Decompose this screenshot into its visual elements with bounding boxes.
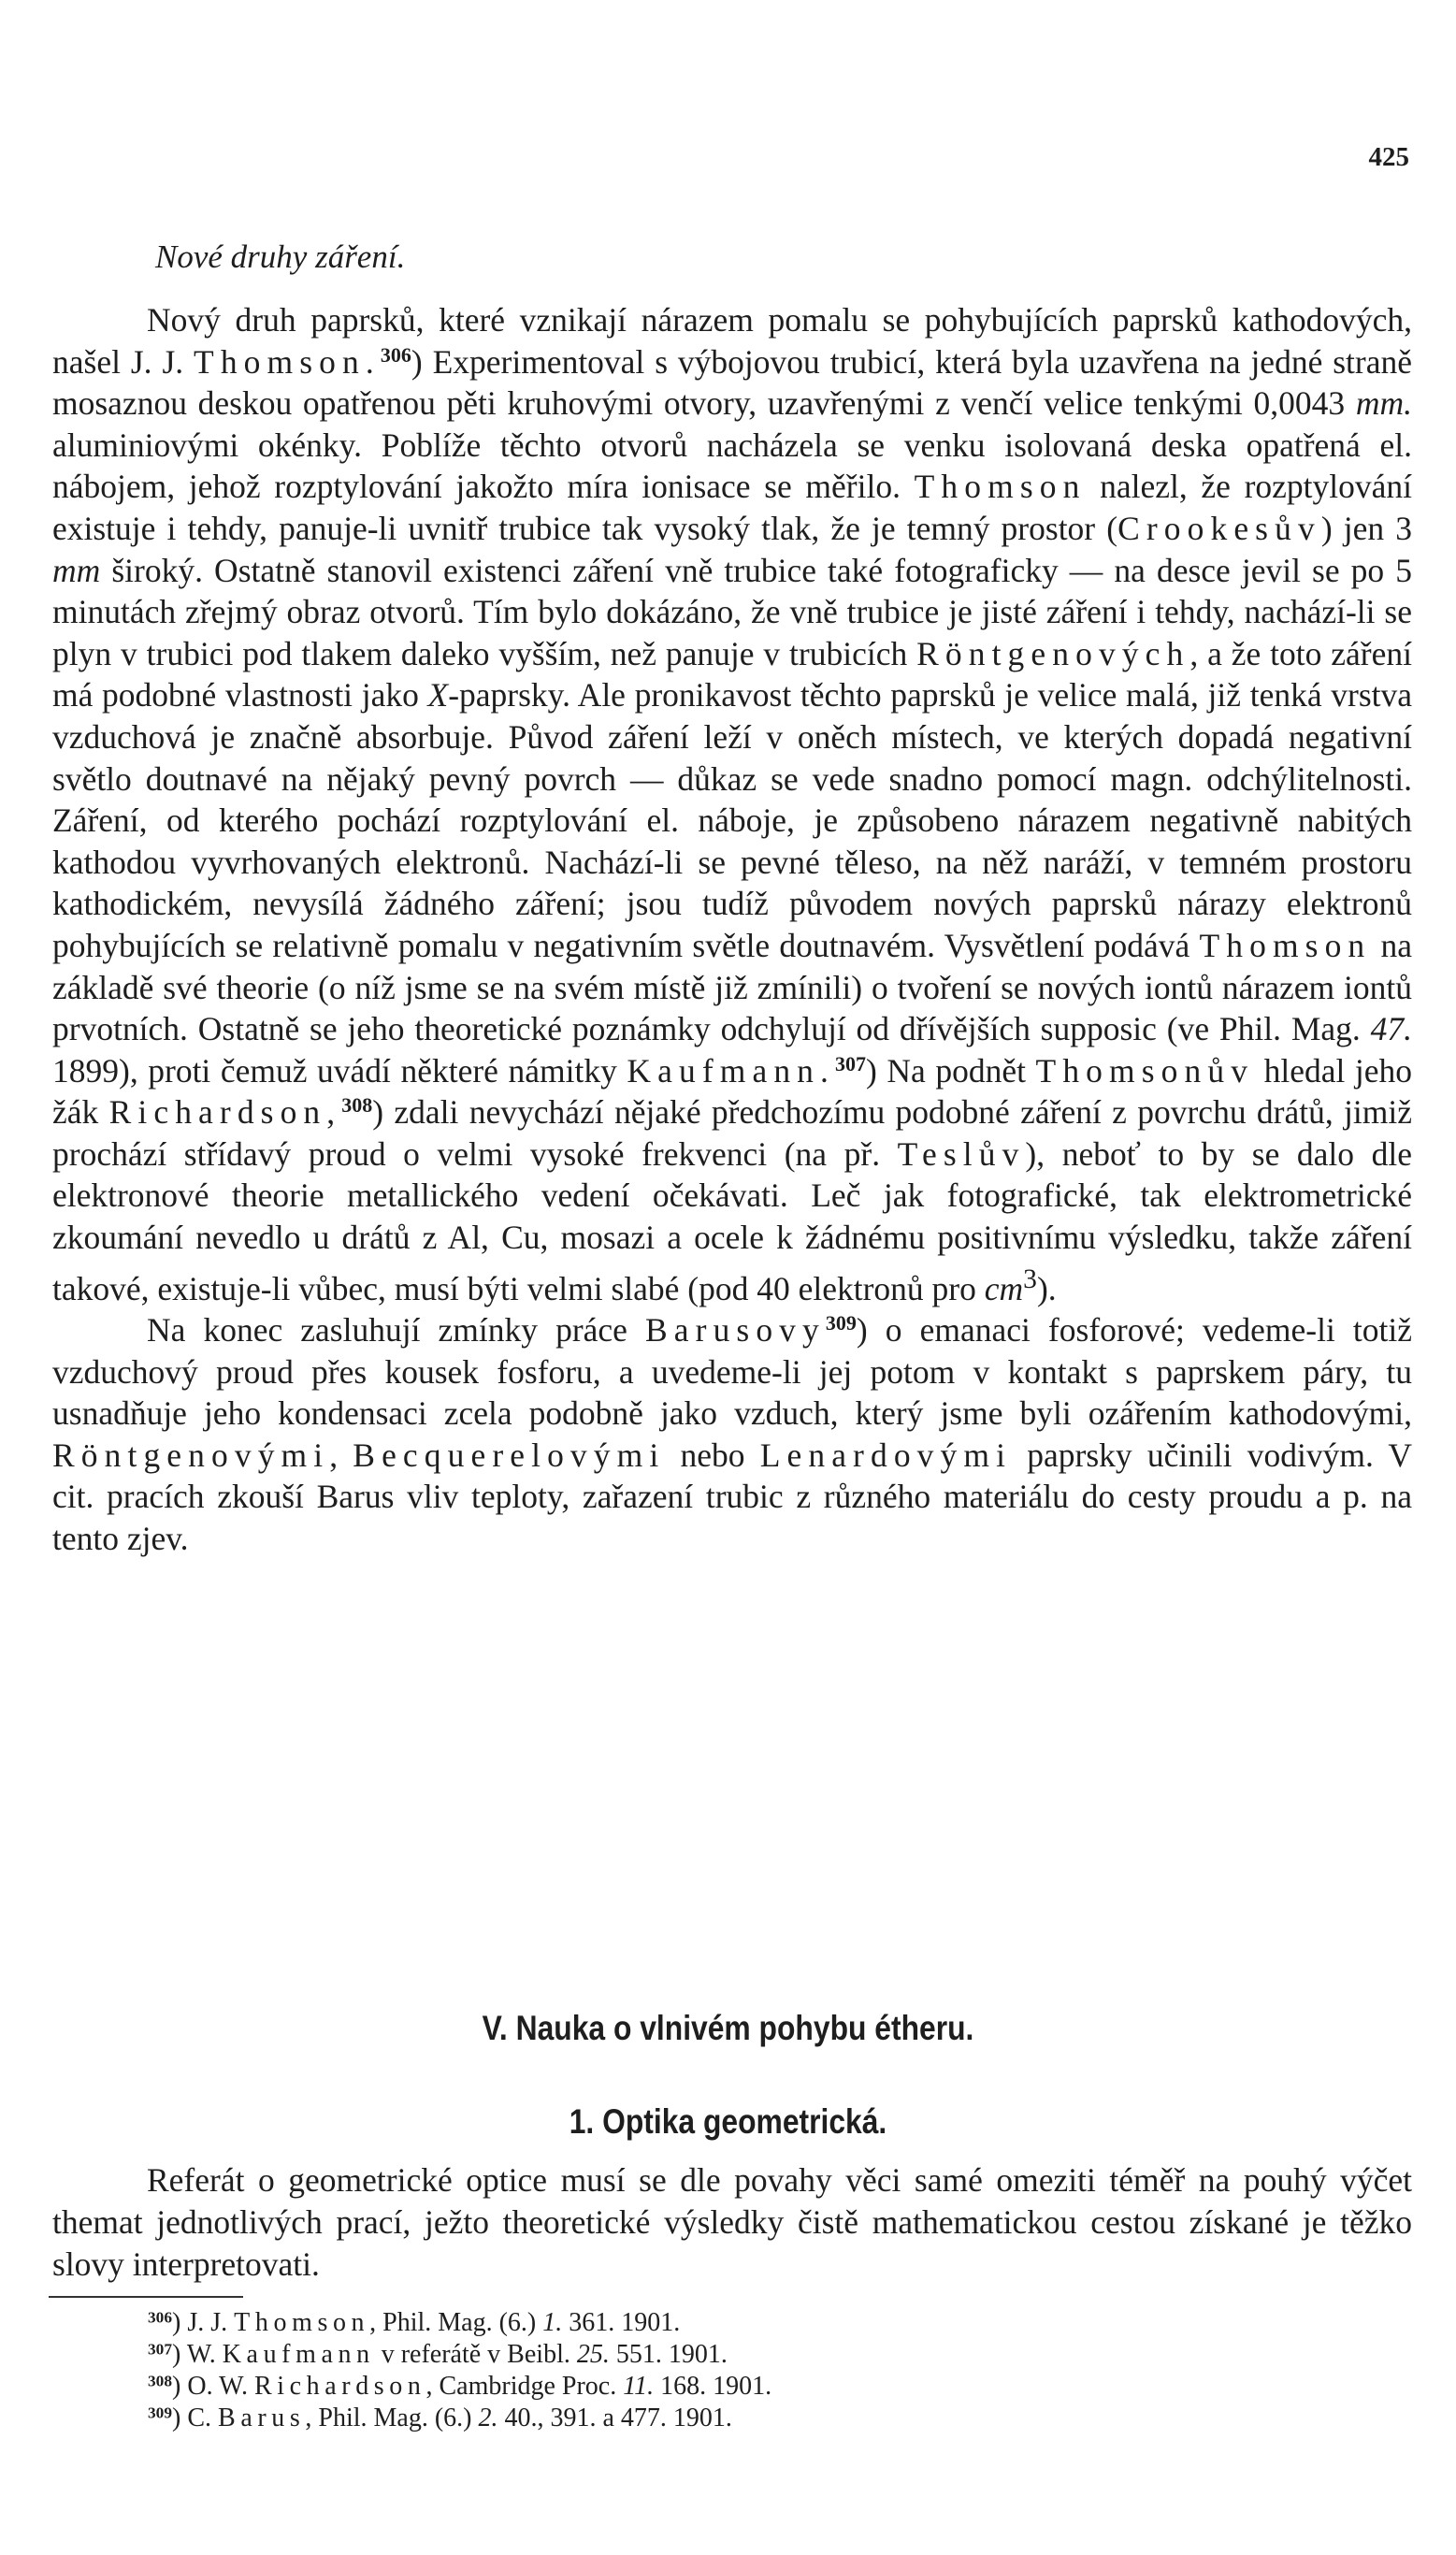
unit: cm xyxy=(984,1269,1024,1307)
footnote-text: 361. 1901. xyxy=(569,2308,681,2337)
volume-number: 47. xyxy=(1370,1010,1413,1048)
footnote-306 xyxy=(148,2307,1363,2339)
intro-paragraph xyxy=(52,2159,1412,2286)
footnote-volume: 25. xyxy=(576,2340,610,2369)
footnote-text: , Cambridge Proc. xyxy=(425,2372,617,2401)
author-name: Kaufmann. xyxy=(627,1051,836,1090)
footnote-volume: 11. xyxy=(623,2372,655,2401)
text-run: nebo xyxy=(680,1436,745,1474)
unit-exponent: 3 xyxy=(1023,1263,1037,1294)
body-text xyxy=(52,299,1412,1560)
footnote-ref: 306 xyxy=(380,342,411,367)
text-run: , a že toto záření má podobné vlastnosti jako xyxy=(52,634,1412,715)
author-name: Thomsonův xyxy=(1035,1051,1255,1090)
footnote-text: 40., 391. a 477. 1901. xyxy=(504,2403,732,2432)
footnote-text: 168. 1901. xyxy=(660,2372,772,2401)
footnote-divider xyxy=(49,2296,243,2298)
text-run: široký. Ostatně stanovil existenci záření vně trubice také fotograficky — na desce jevil se po 5 minutách zřejmý obraz otvorů. Tím bylo dokázáno, že vně trubice je jisté záření i tehdy, nachází-li se plyn v trubici pod tlakem daleko vyšším, než panuje v trubicích xyxy=(52,551,1413,672)
text-run: Nový druh paprsků, které vznikají nárazem pomalu se pohybujících paprsků kathodových, našel J. J. xyxy=(52,301,1412,381)
unit: mm. xyxy=(1355,384,1412,423)
x-letter: X xyxy=(427,676,449,715)
footnotes xyxy=(148,2307,1363,2434)
footnote-307 xyxy=(148,2339,1363,2371)
author-name: Thomson xyxy=(1199,926,1372,964)
text-run: nalezl, že rozptylování existuje i tehdy, panuje-li uvnitř trubice tak vysoký tlak, že je temný prostor ( xyxy=(52,468,1412,547)
text-run: Na konec zasluhují zmínky práce xyxy=(147,1311,627,1350)
text-run: ) Experimentoval s výbojovou trubicí, která byla uzavřena na jedné straně mosaznou deskou opatřenou pěti kruhovými otvory, uzavřenými z venčí velice tenkými 0,0043 xyxy=(52,342,1412,423)
author-name: Thomson xyxy=(914,468,1087,506)
footnote-ref: 308 xyxy=(341,1093,373,1118)
text-run: ) zdali nevychází nějaké předchozímu podobné záření z povrchu drátů, jimiž prochází střídavý proud o velmi vysoké frekvenci (na př. xyxy=(52,1093,1412,1173)
text-run: ), neboť to by se dalo dle elektronové theorie metallického vedení očekávati. Leč jak fotografické, tak elektrometrické zkoumání nevedlo u drátů z Al, Cu, mosazi a ocele k žádnému positivnímu výsledku, takže záření takové, existuje-li vůbec, musí býti velmi slabé (pod 40 elektronů pro xyxy=(52,1134,1412,1307)
author-name: Teslův xyxy=(897,1134,1026,1173)
text-run: ) o emanaci fosforové; vedeme-li totiž vzduchový proud přes kousek fosforu, a uvedeme-li jej potom v kontakt s paprskem páry, tu usnadňuje jeho kondensaci zcela podobně jako vzduch, který jsme byli ozářením kathodovými, xyxy=(52,1311,1412,1433)
footnote-author: Thomson xyxy=(234,2308,370,2337)
author-name: Röntgenových xyxy=(916,634,1190,672)
footnote-text: 551. 1901. xyxy=(615,2340,728,2369)
footnote-ref: 307 xyxy=(835,1051,867,1075)
author-name: Crookesův xyxy=(1117,509,1321,547)
footnote-text: ) W. xyxy=(172,2340,216,2369)
author-name: Thomson. xyxy=(194,342,381,381)
subsection-heading: 1. Optika geometrická. xyxy=(569,2102,887,2141)
footnote-text: ) O. W. xyxy=(172,2372,248,2401)
footnote-mark: 309 xyxy=(148,2403,173,2422)
footnote-text: ) J. J. xyxy=(172,2308,228,2337)
text-run: na základě své theorie (o níž jsme se na svém místě již zmínili) o tvoření se nových iontů nárazem iontů prvotních. Ostatně se jeho theoretické poznámky odchylují od dřívějších supposic (ve Phil. Mag. xyxy=(52,926,1413,1048)
footnote-author: Kaufmann xyxy=(222,2340,375,2369)
text-run: aluminiovými okénky. Poblíže těchto otvorů nacházela se venku isolovaná deska opatřená el. nábojem, jehož rozptylování jakožto míra ionisace se měřilo. xyxy=(52,426,1412,506)
footnote-mark: 307 xyxy=(148,2340,173,2359)
footnote-text: , Phil. Mag. (6.) xyxy=(305,2403,472,2432)
paragraph-emission xyxy=(52,299,1412,1309)
text-run: ) Na podnět xyxy=(866,1051,1026,1090)
text-run: ) jen 3 xyxy=(1320,509,1412,547)
paragraph-barus xyxy=(52,1309,1412,1560)
unit: mm xyxy=(52,551,101,589)
section-heading: Nové druhy záření. xyxy=(155,238,406,275)
footnote-text: v referátě v Beibl. xyxy=(381,2340,570,2369)
author-name: Barusovy xyxy=(645,1311,826,1350)
footnote-309 xyxy=(148,2403,1363,2434)
text-run: , xyxy=(329,1436,339,1474)
text-run: hledal jeho žák xyxy=(52,1051,1413,1132)
footnote-text: ) C. xyxy=(172,2403,212,2432)
author-name: Becquerelovými xyxy=(353,1436,666,1474)
author-name: Richardson, xyxy=(108,1093,342,1132)
footnote-text: , Phil. Mag. (6.) xyxy=(369,2308,537,2337)
intro-text: Referát o geometrické optice musí se dle povahy věci samé omeziti téměř na pouhý výčet themat jednotlivých prací, ježto theoretické výsledky čistě mathematickou cestou získané je těžko slovy interpretovati. xyxy=(52,2161,1412,2283)
text-run: 1899), proti čemuž uvádí některé námitky xyxy=(52,1051,617,1090)
footnote-mark: 306 xyxy=(148,2308,173,2327)
text-run: ). xyxy=(1036,1269,1057,1307)
footnote-author: Barus xyxy=(218,2403,306,2432)
chapter-heading: V. Nauka o vlnivém pohybu étheru. xyxy=(482,2009,974,2047)
footnote-308 xyxy=(148,2371,1363,2403)
footnote-volume: 1. xyxy=(542,2308,563,2337)
author-name: Lenardovými xyxy=(759,1436,1013,1474)
footnote-ref: 309 xyxy=(825,1310,857,1335)
text-run: -paprsky. Ale pronikavost těchto paprsků je velice malá, již tenká vrstva vzduchová je značně absorbuje. Původ záření leží v oněch místech, ve kterých dopadá negativní světlo doutnavé na nějaký pevný povrch — důkaz se vede snadno pomocí magn. odchýlitelnosti. Záření, od kterého pochází rozptylování el. náboje, je způsobeno nárazem negativně nabitých kathodou vyvrhovaných elektronů. Nachází-li se pevné těleso, na něž naráží, v temném prostoru kathodickém, nevysílá žádného záření; jsou tudíž původem nových paprsků nárazy elektronů pohybujících se relativně pomalu v negativním světle doutnavém. Vysvětlení podává xyxy=(52,676,1412,964)
footnote-mark: 308 xyxy=(148,2372,173,2390)
text-run: paprsky učinili vodivým. V cit. pracích zkouší Barus vliv teploty, zařazení trubic z různého materiálu do cesty proudu a p. na tento zjev. xyxy=(52,1436,1413,1558)
footnote-author: Richardson xyxy=(253,2372,426,2401)
page-number: 425 xyxy=(1368,142,1409,172)
footnote-volume: 2. xyxy=(478,2403,498,2432)
author-name: Röntgenovými xyxy=(52,1436,330,1474)
